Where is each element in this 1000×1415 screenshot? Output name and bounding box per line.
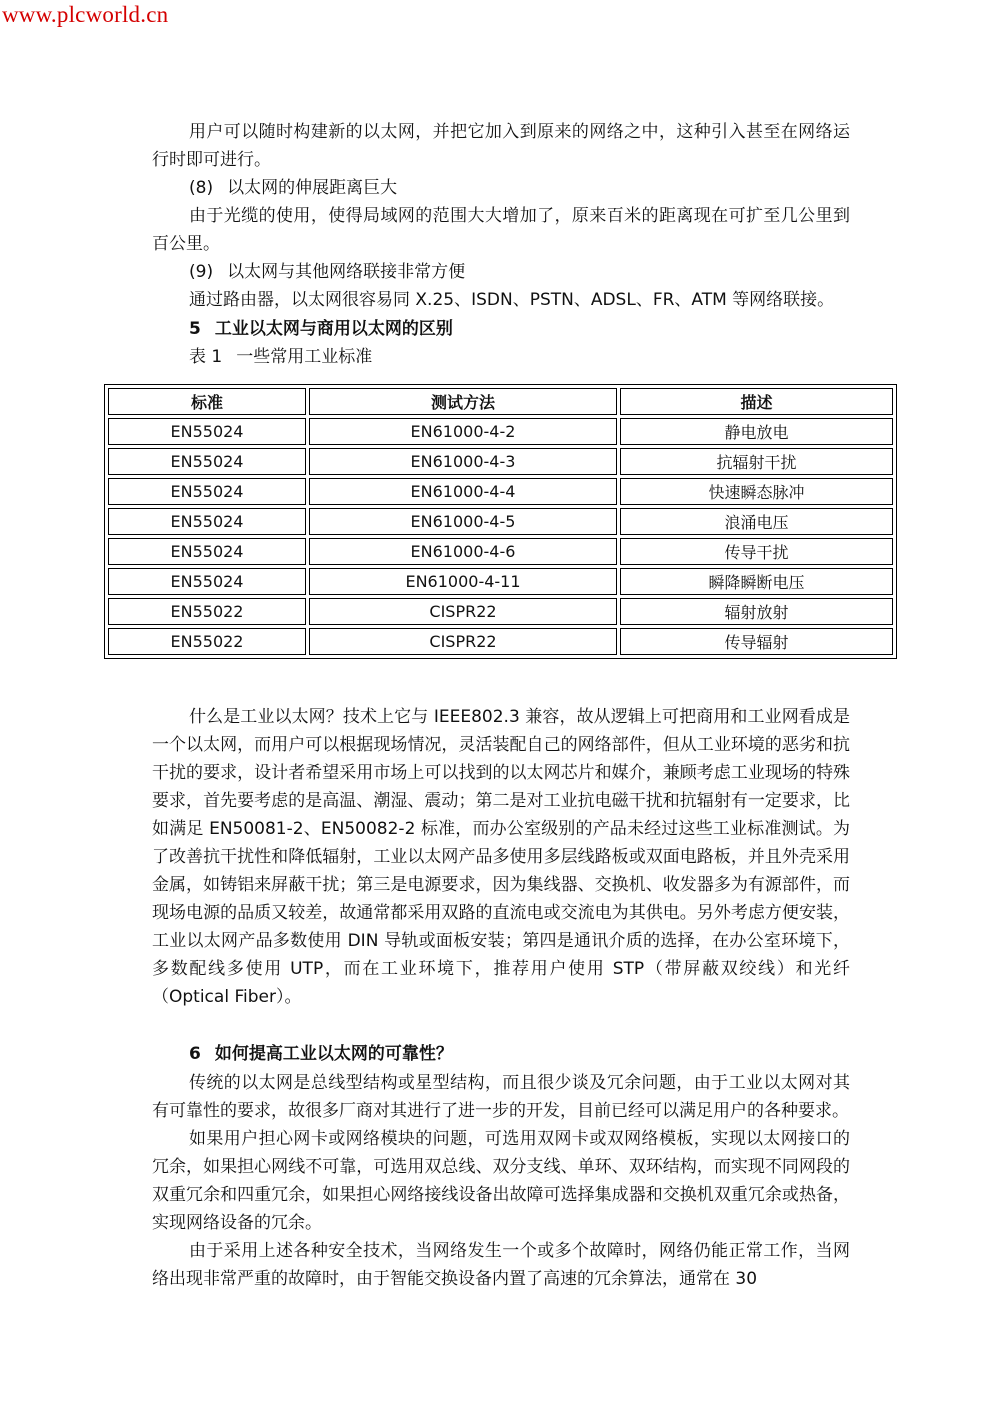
section-number: 5 — [189, 319, 201, 339]
table-cell: EN55024 — [108, 448, 306, 475]
table-cell: EN55024 — [108, 538, 306, 565]
watermark-url: www.plcworld.cn — [2, 2, 169, 27]
table-cell: 快速瞬态脉冲 — [620, 478, 893, 505]
table-cell: EN61000-4-4 — [309, 478, 617, 505]
paragraph: 由于采用上述各种安全技术，当网络发生一个或多个故障时，网络仍能正常工作，当网络出现非常严重的故障时，由于智能交换设备内置了高速的冗余算法，通常在 30 — [152, 1241, 850, 1289]
spacer — [152, 1011, 850, 1039]
table-caption — [152, 344, 850, 370]
item-title: 以太网与其他网络联接非常方便 — [227, 262, 466, 282]
table-cell: EN55024 — [108, 478, 306, 505]
caption-number: 表 1 — [189, 347, 223, 367]
table-row — [108, 538, 893, 565]
item-number: (8) — [189, 178, 214, 198]
section-heading-5 — [152, 314, 850, 344]
standards-table — [104, 384, 897, 659]
paragraph: 通过路由器，以太网很容易同 X.25、ISDN、PSTN、ADSL、FR、ATM 等网络联接。 — [189, 290, 835, 310]
header-cell: 描述 — [620, 388, 893, 415]
table-cell: 瞬降瞬断电压 — [620, 568, 893, 595]
paragraph: 用户可以随时构建新的以太网，并把它加入到原来的网络之中，这种引入甚至在网络运行时即可进行。 — [152, 122, 850, 170]
table-row — [108, 568, 893, 595]
table-row — [108, 478, 893, 505]
table-cell: EN61000-4-6 — [309, 538, 617, 565]
caption-text: 一些常用工业标准 — [236, 347, 373, 367]
table-cell: EN55024 — [108, 568, 306, 595]
table-cell: EN55024 — [108, 418, 306, 445]
table-cell: EN55024 — [108, 508, 306, 535]
table-cell: 抗辐射干扰 — [620, 448, 893, 475]
table-cell: EN55022 — [108, 628, 306, 655]
section-title: 工业以太网与商用以太网的区别 — [214, 319, 453, 339]
paragraph: 什么是工业以太网？技术上它与 IEEE802.3 兼容，故从逻辑上可把商用和工业网看成是一个以太网，而用户可以根据现场情况，灵活装配自己的网络部件，但从工业环境的恶劣和抗干扰的要求，设计者希望采用市场上可以找到的以太网芯片和媒介，兼顾考虑工业现场的特殊要求，首先要考虑的是高温、潮湿、震动；第二是对工业抗电磁干扰和抗辐射有一定要求，比如满足 EN50081-2、EN50082-2 标准，而办公室级别的产品未经过这些工业标准测试。为了改善抗干扰性和降低辐射，工业以太网产品多使用多层线路板或双面电路板，并且外壳采用金属，如铸铝来屏蔽干扰；第三是电源要求，因为集线器、交换机、收发器多为有源部件，而现场电源的品质又较差，故通常都采用双路的直流电或交流电为其供电。另外考虑方便安装，工业以太网产品多数使用 DIN 导轨或面板安装；第四是通讯介质的选择，在办公室环境下，多数配线多使用 UTP，而在工业环境下，推荐用户使用 STP（带屏蔽双绞线）和光纤（Optical Fiber）。 — [152, 707, 850, 1007]
table-cell: EN61000-4-5 — [309, 508, 617, 535]
table-cell: CISPR22 — [309, 628, 617, 655]
table-row — [108, 628, 893, 655]
table-header-row — [108, 388, 893, 415]
table-cell: CISPR22 — [309, 598, 617, 625]
table-row — [108, 418, 893, 445]
item-number: (9) — [189, 262, 214, 282]
header-cell: 测试方法 — [309, 388, 617, 415]
table-cell: EN61000-4-11 — [309, 568, 617, 595]
table-row — [108, 598, 893, 625]
section-title: 如何提高工业以太网的可靠性？ — [214, 1044, 453, 1064]
paragraph: 由于光缆的使用，使得局域网的范围大大增加了，原来百米的距离现在可扩至几公里到百公里。 — [152, 206, 850, 254]
list-item-8 — [152, 174, 850, 202]
paragraph: 传统的以太网是总线型结构或星型结构，而且很少谈及冗余问题，由于工业以太网对其有可靠性的要求，故很多厂商对其进行了进一步的开发，目前已经可以满足用户的各种要求。 — [152, 1073, 850, 1121]
body-section — [152, 703, 850, 1293]
item-title: 以太网的伸展距离巨大 — [227, 178, 398, 198]
intro-section — [152, 118, 850, 370]
table-cell: 传导辐射 — [620, 628, 893, 655]
table-cell: EN61000-4-2 — [309, 418, 617, 445]
table-cell: 辐射放射 — [620, 598, 893, 625]
list-item-9 — [152, 258, 850, 286]
table-cell: 传导干扰 — [620, 538, 893, 565]
table-cell: EN61000-4-3 — [309, 448, 617, 475]
table-cell: 浪涌电压 — [620, 508, 893, 535]
table-cell: 静电放电 — [620, 418, 893, 445]
section-heading-6 — [152, 1039, 850, 1069]
table-row — [108, 508, 893, 535]
paragraph: 如果用户担心网卡或网络模块的问题，可选用双网卡或双网络模板，实现以太网接口的冗余，如果担心网线不可靠，可选用双总线、双分支线、单环、双环结构，而实现不同网段的双重冗余和四重冗余，如果担心网络接线设备出故障可选择集成器和交换机双重冗余或热备，实现网络设备的冗余。 — [152, 1129, 850, 1233]
table-row — [108, 448, 893, 475]
section-number: 6 — [189, 1044, 201, 1064]
table-cell: EN55022 — [108, 598, 306, 625]
header-cell: 标准 — [108, 388, 306, 415]
